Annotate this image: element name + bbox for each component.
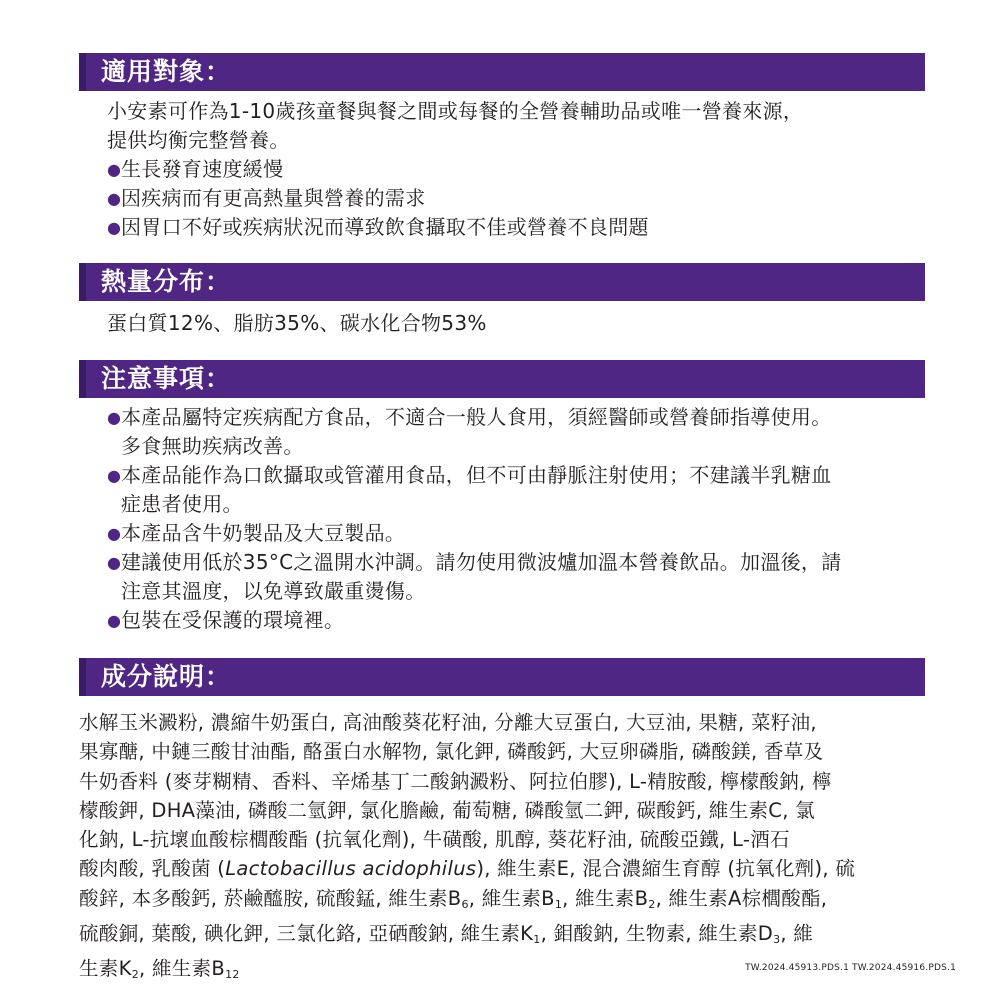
list-item [107,519,842,548]
ingredients-fragment: , 維 [780,922,814,946]
ingredients-line [79,954,855,989]
intro-line: 提供均衡完整營養。 [107,128,290,152]
subscript: 1 [533,933,541,947]
ingredients-fragment: 酸鋅, 本多酸鈣, 菸鹼醯胺, 硫酸錳, 維生素B [79,886,462,910]
section-title: 注意事項： [101,364,232,393]
bullet-icon: ● [107,466,122,485]
header-accent [79,360,86,398]
ingredients-fragment: 硫酸銅, 葉酸, 碘化鉀, 三氯化鉻, 亞硒酸鈉, 維生素K [79,922,534,946]
bullet-icon: ● [107,611,122,630]
list-item-text: 包裝在受保護的環境裡。 [121,608,345,632]
header-accent [79,658,86,696]
document-code-footer: TW.2024.45913.PDS.1 TW.2024.45916.PDS.1 [745,963,956,973]
list-item [107,213,803,242]
header-accent [79,263,86,301]
list-item [107,606,842,635]
subscript: 3 [773,933,781,947]
ingredients-line [79,919,855,954]
header-accent [79,53,86,91]
ingredients-fragment: , 維生素B [139,957,226,981]
ingredients-line: 牛奶香料 (麥芽糊精、香料、辛烯基丁二酸鈉澱粉、阿拉伯膠), L-精胺酸, 檸檬酸鈉, 檸 [79,769,832,793]
section-title: 熱量分布： [101,267,232,296]
section-header-ingredients [79,658,925,696]
ingredients-line [79,854,855,883]
list-item-continuation: 多食無助疾病改善。 [121,434,304,458]
intro-line: 小安素可作為1-10歲孩童餐與餐之間或每餐的全營養輔助品或唯一營養來源， [107,99,804,123]
bullet-icon: ● [107,160,122,179]
subscript: 2 [648,897,656,911]
bullet-icon: ● [107,189,122,208]
list-item-continuation: 注意其溫度，以免導致嚴重燙傷。 [121,579,426,603]
subscript: 1 [554,897,563,911]
list-item [107,461,842,490]
ingredients-text [79,708,855,990]
ingredients-fragment: 生素K [79,957,132,981]
list-item [107,155,803,184]
ingredients-fragment: ), 維生素E, 混合濃縮生育醇 (抗氧化劑), 硫 [476,857,856,881]
subscript: 6 [461,897,469,911]
ingredients-fragment: 酸肉酸, 乳酸菌 ( [79,857,226,881]
ingredients-line: 水解玉米澱粉, 濃縮牛奶蛋白, 高油酸葵花籽油, 分離大豆蛋白, 大豆油, 果糖, 菜籽油, [79,711,817,734]
ingredients-line: 化鈉, L-抗壞血酸棕櫚酸酯 (抗氧化劑), 牛磺酸, 肌醇, 葵花籽油, 硫酸亞鐵, L-酒石 [79,828,790,852]
list-item-text: 因疾病而有更高熱量與營養的需求 [121,186,426,210]
list-item-text: 本產品含牛奶製品及大豆製品。 [121,521,406,545]
section-title: 適用對象： [101,57,232,86]
list-item [107,548,842,577]
section-title: 成分說明： [101,662,232,691]
list-item-text: 因胃口不好或疾病狀況而導致飲食攝取不佳或營養不良問題 [121,215,649,239]
section-header-target [79,53,925,91]
ingredients-line: 檬酸鉀, DHA藻油, 磷酸二氫鉀, 氯化膽鹼, 葡萄糖, 磷酸氫二鉀, 碳酸鈣, 維生素C, 氯 [79,798,816,822]
list-item [107,184,803,213]
list-item [107,403,842,432]
ingredients-fragment: , 維生素B [468,886,555,910]
bullet-icon: ● [107,524,122,543]
section-header-notes [79,360,925,398]
bullet-icon: ● [107,408,122,427]
ingredients-fragment: , 維生素B [562,886,649,910]
notes-section-body [107,403,842,635]
section-header-calories [79,263,925,301]
list-item-text: 本產品屬特定疾病配方食品，不適合一般人食用，須經醫師或營養師指導使用。 [121,405,832,429]
list-item-text: 建議使用低於35°C之溫開水沖調。請勿使用微波爐加溫本營養飲品。加溫後，請 [121,550,842,574]
list-item-text: 本產品能作為口飲攝取或管灌用食品，但不可由靜脈注射使用；不建議半乳糖血 [121,463,832,487]
bullet-icon: ● [107,553,122,572]
ingredients-line: 果寡醣, 中鏈三酸甘油酯, 酪蛋白水解物, 氯化鉀, 磷酸鈣, 大豆卵磷脂, 磷酸鎂, 香草及 [79,740,824,764]
bullet-icon: ● [107,218,122,237]
species-name: Lactobacillus acidophilus [225,857,477,881]
target-section-body [107,97,803,242]
ingredients-fragment: , 鉬酸鈉, 生物素, 維生素D [540,922,774,946]
subscript: 2 [131,968,139,982]
subscript: 12 [225,968,240,982]
list-item-continuation: 症患者使用。 [121,492,243,516]
list-item-text: 生長發育速度緩慢 [121,157,284,181]
ingredients-fragment: , 維生素A棕櫚酸酯, [655,886,828,910]
calories-text: 蛋白質12%、脂肪35%、碳水化合物53% [107,311,487,335]
ingredients-line [79,884,855,919]
